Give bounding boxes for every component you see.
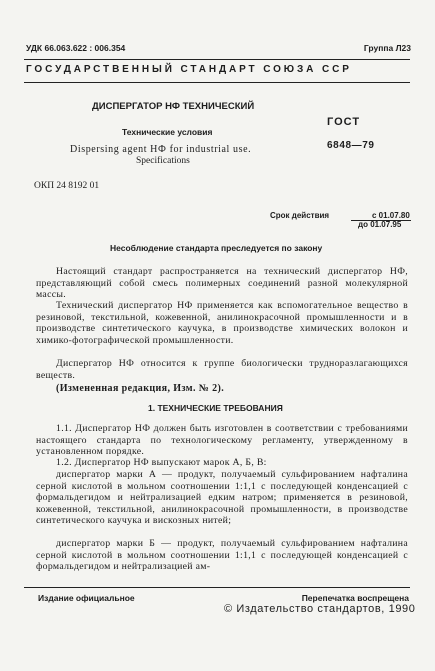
header-top-rule	[24, 59, 410, 60]
amendment-note: (Измененная редакция, Изм. № 2).	[56, 383, 225, 394]
official-edition-label: Издание официальное	[38, 593, 135, 603]
reprint-prohibited-label: Перепечатка воспрещена	[301, 593, 409, 603]
group-code: Группа Л23	[363, 43, 411, 53]
document-title: ДИСПЕРГАТОР НФ ТЕХНИЧЕСКИЙ	[92, 101, 255, 112]
paragraph-grade-b: диспергатор марки Б — продукт, получаемый сульфированием нафталина серной кислотой в мольном соотношении 1:1,1 с последующей конденсацией с формальдегидом и нейтрализацией ам-	[36, 538, 408, 573]
section-heading: 1. ТЕХНИЧЕСКИЕ ТРЕБОВАНИЯ	[148, 403, 283, 413]
paragraph-biodegradability: Диспергатор НФ относится к группе биологически трудноразлагающихся веществ.	[36, 358, 408, 381]
gost-number: 6848—79	[327, 140, 375, 151]
header-bottom-rule	[24, 82, 410, 83]
english-title-line1: Dispersing agent НФ for industrial use.	[70, 144, 252, 155]
validity-label: Срок действия	[270, 211, 330, 220]
state-standard-banner: ГОСУДАРСТВЕННЫЙ СТАНДАРТ СОЮЗА ССР	[26, 64, 352, 75]
paragraph-application: Технический диспергатор НФ применяется как вспомогательное вещество в резиновой, текстильной, кожевенной, анилинокрасочной промышленности и в производстве синтетического каучука, в производстве химических волокон и химико-фотографической промышленности.	[36, 300, 408, 346]
copyright-notice: © Издательство стандартов, 1990	[224, 603, 416, 615]
udk-code: УДК 66.063.622 : 006.354	[26, 43, 126, 53]
paragraph-1-2: 1.2. Диспергатор НФ выпускают марок А, Б, В:	[56, 457, 267, 468]
validity-to: до 01.07.95	[358, 220, 402, 229]
footer-rule	[24, 587, 410, 588]
paragraph-grade-a: диспергатор марки А — продукт, получаемый сульфированием нафталина серной кислотой в мольном соотношении 1:1,1 с последующей конденсацией с формальдегидом и нейтрализацией едким натром; применяется в резиновой, кожевенной, текстильной, анилинокрасочной промышленности, в производстве синтетического каучука и вискозных нитей;	[36, 469, 408, 527]
document-subtitle: Технические условия	[122, 127, 213, 137]
english-title-line2: Specifications	[136, 156, 190, 166]
paragraph-scope: Настоящий стандарт распространяется на технический диспергатор НФ, представляющий собой смесь полимерных соединений разной молекулярной массы.	[36, 266, 408, 301]
okp-code: ОКП 24 8192 01	[34, 181, 100, 191]
validity-from: с 01.07.80	[372, 211, 410, 220]
paragraph-1-1: 1.1. Диспергатор НФ должен быть изготовлен в соответствии с требованиями настоящего стандарта по технологическому регламенту, утвержденному в установленном порядке.	[36, 423, 408, 458]
gost-label: ГОСТ	[327, 116, 361, 128]
non-observance-notice: Несоблюдение стандарта преследуется по закону	[110, 243, 323, 253]
